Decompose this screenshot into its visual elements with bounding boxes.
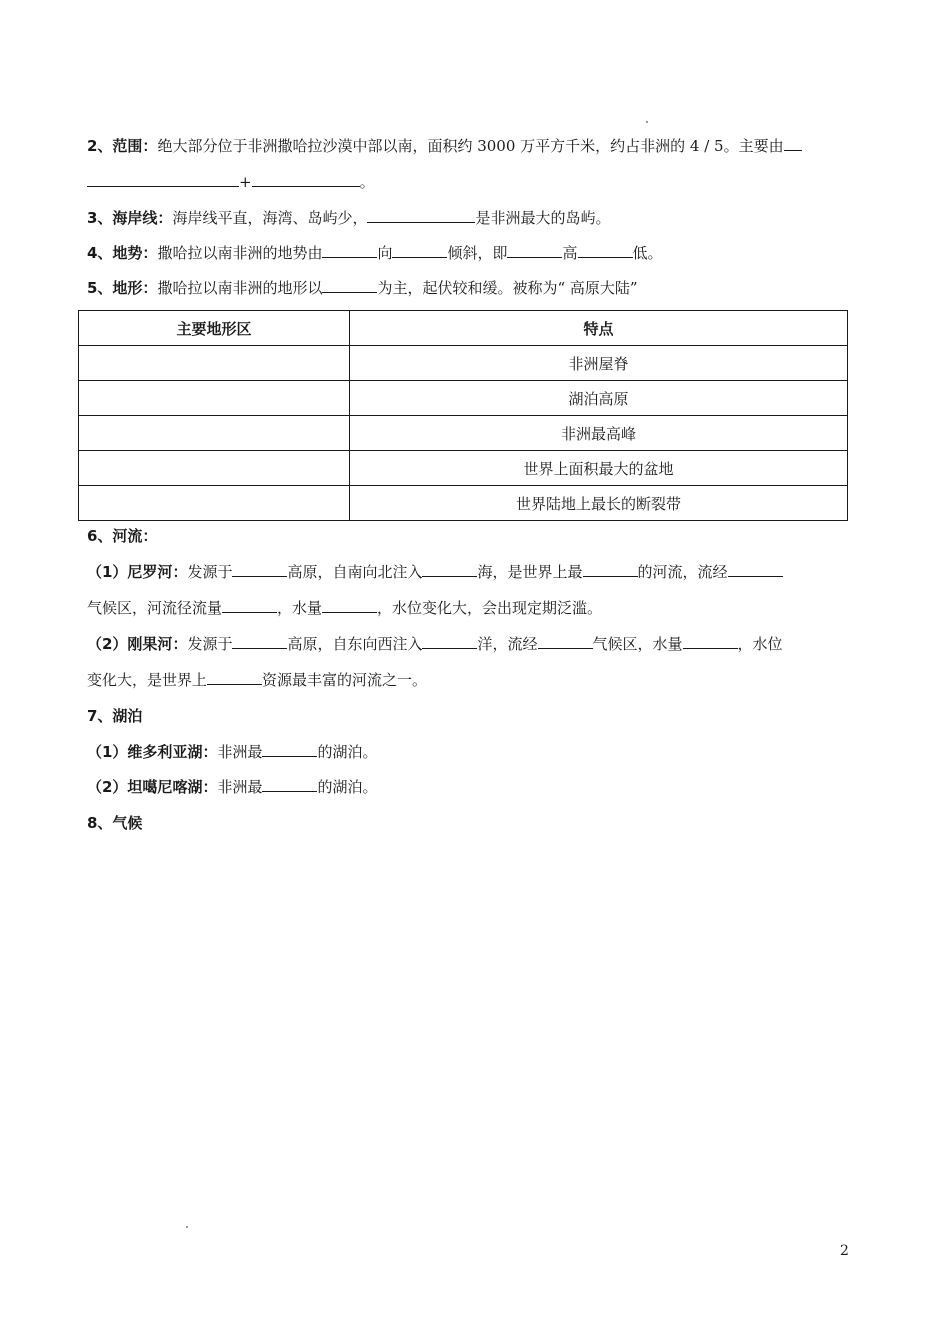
- table-row: [79, 381, 848, 416]
- header-region: 主要地形区: [79, 311, 350, 346]
- section-4-text-c: 倾斜，即: [447, 244, 508, 262]
- nile-text-g: ，水位变化大，会出现定期泛滥。: [377, 599, 603, 617]
- nile-text-e: 气候区，河流径流量: [87, 599, 223, 617]
- table-header-row: [79, 311, 848, 346]
- victoria-line: [87, 742, 864, 762]
- congo-line-1: [87, 634, 864, 654]
- section-4-line: [87, 243, 864, 263]
- section-4-text-e: 低。: [632, 244, 663, 262]
- nile-text-a: 发源于: [187, 563, 233, 581]
- section-2-label: 2、范围：: [87, 137, 158, 155]
- congo-text-d: 气候区，水量: [592, 635, 683, 653]
- blank[interactable]: [322, 278, 377, 293]
- terrain-table: [78, 310, 848, 521]
- blank[interactable]: [392, 243, 447, 258]
- victoria-label: （1）维多利亚湖：: [87, 743, 218, 761]
- section-4-text-b: 向: [377, 244, 393, 262]
- region-cell[interactable]: [79, 346, 350, 381]
- feature-cell: 非洲屋脊: [350, 346, 848, 381]
- region-cell[interactable]: [79, 486, 350, 521]
- feature-cell: 世界上面积最大的盆地: [350, 451, 848, 486]
- nile-line-1: [87, 562, 864, 582]
- blank[interactable]: [262, 742, 317, 757]
- section-3-line: [87, 208, 864, 228]
- feature-cell: 湖泊高原: [350, 381, 848, 416]
- congo-text-a: 发源于: [187, 635, 233, 653]
- region-cell[interactable]: [79, 451, 350, 486]
- section-2-text: 绝大部分位于非洲撒哈拉沙漠中部以南，面积约 3000 万平方千米，约占非洲的 4 / 5。主要由: [157, 137, 784, 155]
- section-7-label: 7、湖泊: [87, 707, 143, 725]
- section-8-label: 8、气候: [87, 814, 143, 832]
- scan-dot: [646, 121, 648, 123]
- blank[interactable]: [784, 136, 802, 151]
- blank[interactable]: [422, 634, 477, 649]
- tanganyika-line: [87, 777, 864, 797]
- congo-text-c: 洋，流经: [477, 635, 538, 653]
- congo-text-b: 高原，自东向西注入: [287, 635, 423, 653]
- congo-line-2: [87, 670, 864, 690]
- blank[interactable]: [232, 562, 287, 577]
- blank[interactable]: [222, 598, 277, 613]
- section-6-heading: [87, 526, 864, 546]
- congo-text-e: ，水位: [737, 635, 783, 653]
- blank[interactable]: [538, 634, 593, 649]
- victoria-text-a: 非洲最: [217, 743, 263, 761]
- blank[interactable]: [87, 172, 239, 187]
- blank[interactable]: [232, 634, 287, 649]
- region-cell[interactable]: [79, 381, 350, 416]
- page-number: 2: [840, 1243, 849, 1259]
- blank[interactable]: [262, 777, 317, 792]
- blank[interactable]: [507, 243, 562, 258]
- tanganyika-text-b: 的湖泊。: [317, 778, 378, 796]
- plus-sign: +: [239, 173, 252, 191]
- region-cell[interactable]: [79, 416, 350, 451]
- nile-text-d: 的河流，流经: [637, 563, 728, 581]
- congo-text-g: 资源最丰富的河流之一。: [262, 671, 428, 689]
- section-5-text-a: 撒哈拉以南非洲的地形以: [157, 279, 323, 297]
- section-2-end: 。: [359, 173, 375, 191]
- table-row: [79, 346, 848, 381]
- nile-line-2: [87, 598, 864, 618]
- blank[interactable]: [322, 598, 377, 613]
- table-row: [79, 486, 848, 521]
- victoria-text-b: 的湖泊。: [317, 743, 378, 761]
- blank[interactable]: [422, 562, 477, 577]
- nile-text-b: 高原，自南向北注入: [287, 563, 423, 581]
- section-5-text-b: 为主，起伏较和缓。被称为“ 高原大陆”: [377, 279, 638, 297]
- blank[interactable]: [367, 208, 475, 223]
- nile-text-f: ，水量: [277, 599, 323, 617]
- tanganyika-label: （2）坦噶尼喀湖：: [87, 778, 218, 796]
- section-5-line: [87, 278, 864, 298]
- section-3-label: 3、海岸线：: [87, 209, 173, 227]
- section-4-label: 4、地势：: [87, 244, 158, 262]
- section-2-line-1: [87, 136, 864, 156]
- section-5-label: 5、地形：: [87, 279, 158, 297]
- section-2-line-2: [87, 172, 864, 192]
- table-row: [79, 451, 848, 486]
- feature-cell: 非洲最高峰: [350, 416, 848, 451]
- blank[interactable]: [728, 562, 783, 577]
- tanganyika-text-a: 非洲最: [217, 778, 263, 796]
- header-feature: 特点: [350, 311, 848, 346]
- nile-label: （1）尼罗河：: [87, 563, 188, 581]
- blank[interactable]: [578, 243, 633, 258]
- table-row: [79, 416, 848, 451]
- blank[interactable]: [322, 243, 377, 258]
- blank[interactable]: [683, 634, 738, 649]
- congo-label: （2）刚果河：: [87, 635, 188, 653]
- section-4-text-a: 撒哈拉以南非洲的地势由: [157, 244, 323, 262]
- congo-text-f: 变化大，是世界上: [87, 671, 208, 689]
- section-3-text-b: 是非洲最大的岛屿。: [475, 209, 611, 227]
- section-8-heading: [87, 813, 864, 833]
- blank[interactable]: [583, 562, 638, 577]
- feature-cell: 世界陆地上最长的断裂带: [350, 486, 848, 521]
- section-7-heading: [87, 706, 864, 726]
- nile-text-c: 海，是世界上最: [477, 563, 583, 581]
- blank[interactable]: [207, 670, 262, 685]
- section-6-label: 6、河流：: [87, 527, 158, 545]
- section-4-text-d: 高: [562, 244, 578, 262]
- blank[interactable]: [252, 172, 360, 187]
- section-3-text-a: 海岸线平直，海湾、岛屿少，: [172, 209, 368, 227]
- scan-dot: [186, 1226, 188, 1228]
